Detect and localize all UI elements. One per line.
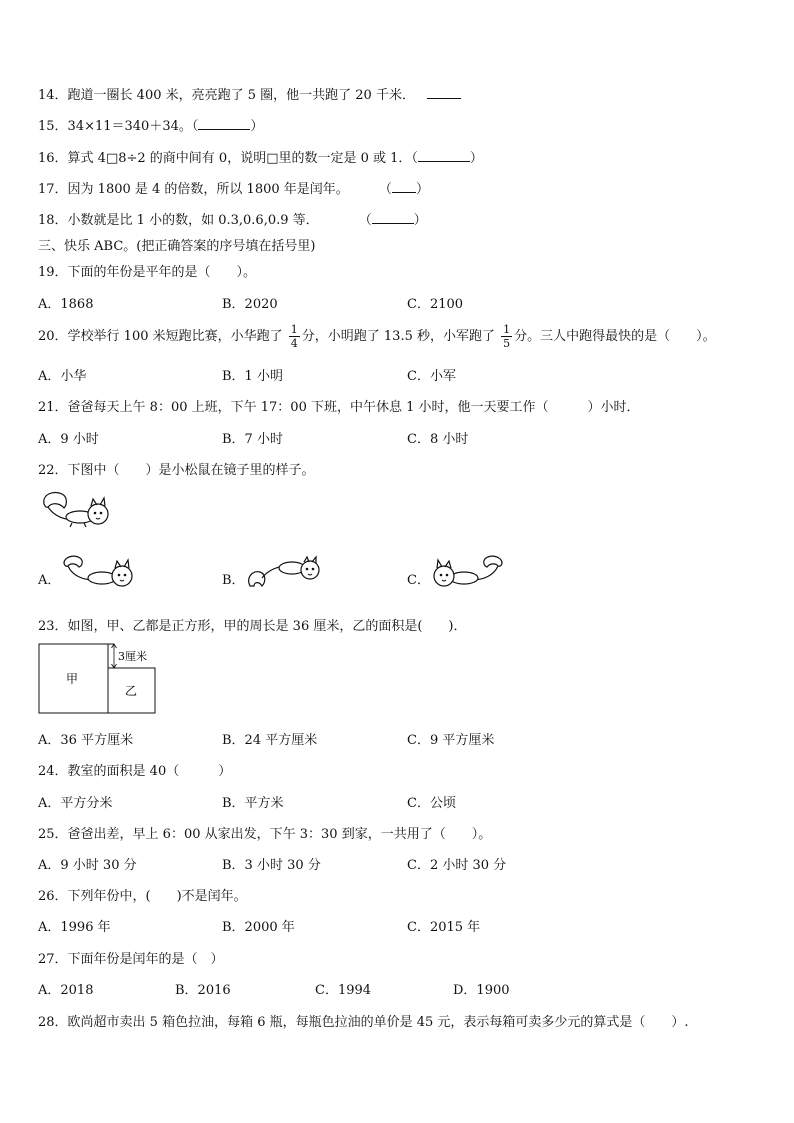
q20-option-a[interactable]: A．小华 <box>38 369 87 384</box>
answer-blank-17[interactable] <box>392 192 416 193</box>
q27-option-b[interactable]: B．2016 <box>175 983 231 998</box>
q19-option-a[interactable]: A．1868 <box>38 297 94 312</box>
q26-option-a[interactable]: A．1996 年 <box>38 920 111 935</box>
question-20-text-b: 分，小明跑了 13.5 秒，小军跑了 <box>301 329 495 344</box>
squares-figure <box>38 643 158 715</box>
question-17-open: （ <box>378 182 392 197</box>
q25-option-c[interactable]: C．2 小时 30 分 <box>407 858 507 873</box>
question-16 <box>38 147 483 166</box>
answer-blank-18[interactable] <box>372 223 414 224</box>
q19-option-b[interactable]: B．2020 <box>222 297 278 312</box>
q21-option-a[interactable]: A．9 小时 <box>38 432 99 447</box>
question-20-text-a: 20．学校举行 100 米短跑比赛，小华跑了 <box>38 329 283 344</box>
squirrel-option-c-icon[interactable] <box>430 555 506 589</box>
question-19: 19．下面的年份是平年的是（ ）。 <box>38 265 257 280</box>
question-17-text: 17．因为 1800 是 4 的倍数，所以 1800 年是闰年。 <box>38 182 349 197</box>
question-22: 22．下图中（ ）是小松鼠在镜子里的样子。 <box>38 463 315 478</box>
fraction-numerator: 1 <box>290 323 298 336</box>
fraction-numerator: 1 <box>503 323 511 336</box>
q20-option-b[interactable]: B．1 小明 <box>222 369 283 384</box>
question-17 <box>38 178 429 197</box>
answer-blank-15[interactable] <box>198 129 250 130</box>
q24-option-b[interactable]: B．平方米 <box>222 796 284 811</box>
q25-option-b[interactable]: B．3 小时 30 分 <box>222 858 321 873</box>
question-14-text: 14．跑道一圈长 400 米，亮亮跑了 5 圈，他一共跑了 20 千米． <box>38 88 415 103</box>
question-15 <box>38 115 263 134</box>
question-18-close: ） <box>413 213 427 228</box>
q22-option-b[interactable]: B． <box>222 573 245 588</box>
q22-option-c[interactable]: C． <box>407 573 430 588</box>
question-20 <box>38 318 716 356</box>
question-18-open: （ <box>358 213 372 228</box>
fraction-one-fifth <box>501 323 512 350</box>
section-heading: 三、快乐 ABC。(把正确答案的序号填在括号里) <box>38 239 316 254</box>
q27-option-a[interactable]: A．2018 <box>38 983 94 998</box>
question-14 <box>38 84 461 103</box>
fraction-denominator: 5 <box>503 337 511 350</box>
question-17-close: ） <box>415 182 429 197</box>
squirrel-option-b-icon[interactable] <box>244 556 322 592</box>
question-24: 24．教室的面积是 40（ ） <box>38 764 232 779</box>
q24-option-a[interactable]: A．平方分米 <box>38 796 113 811</box>
q23-option-b[interactable]: B．24 平方厘米 <box>222 733 318 748</box>
question-25: 25．爸爸出差，早上 6：00 从家出发，下午 3：30 到家，一共用了（ ）。 <box>38 827 492 842</box>
question-26: 26．下列年份中，( )不是闰年。 <box>38 889 247 904</box>
answer-blank-14[interactable] <box>427 98 461 99</box>
label-jia: 甲 <box>66 672 79 686</box>
question-16-text: 16．算式 4□8÷2 的商中间有 0，说明□里的数一定是 0 或 1．（ <box>38 151 418 166</box>
q21-option-c[interactable]: C．8 小时 <box>407 432 469 447</box>
question-23: 23．如图，甲、乙都是正方形，甲的周长是 36 厘米，乙的面积是( )． <box>38 619 467 634</box>
label-yi: 乙 <box>125 684 138 698</box>
q27-option-c[interactable]: C．1994 <box>315 983 372 998</box>
q23-option-c[interactable]: C．9 平方厘米 <box>407 733 495 748</box>
question-27: 27．下面年份是闰年的是（ ） <box>38 952 224 967</box>
q26-option-b[interactable]: B．2000 年 <box>222 920 295 935</box>
squirrel-option-a-icon[interactable] <box>60 555 136 589</box>
question-15-text: 15．34×11＝340＋34。（ <box>38 119 199 134</box>
question-18-text: 18．小数就是比 1 小的数，如 0.3,0.6,0.9 等． <box>38 213 319 228</box>
fraction-one-quarter <box>289 323 300 350</box>
question-15-close: ） <box>250 119 264 134</box>
q23-option-a[interactable]: A．36 平方厘米 <box>38 733 134 748</box>
dimension-label: 3厘米 <box>118 650 147 663</box>
q26-option-c[interactable]: C．2015 年 <box>407 920 481 935</box>
question-16-close: ） <box>469 151 483 166</box>
q24-option-c[interactable]: C．公顷 <box>407 796 456 811</box>
question-21: 21．爸爸每天上午 8：00 上班，下午 17：00 下班，中午休息 1 小时，他一天要工作（ ）小时． <box>38 400 640 415</box>
fraction-denominator: 4 <box>290 337 298 350</box>
squirrel-original-icon <box>40 490 112 528</box>
q21-option-b[interactable]: B．7 小时 <box>222 432 283 447</box>
answer-blank-16[interactable] <box>418 161 470 162</box>
q25-option-a[interactable]: A．9 小时 30 分 <box>38 858 137 873</box>
question-20-text-c: 分。三人中跑得最快的是（ ）。 <box>514 329 716 344</box>
question-18 <box>38 209 427 228</box>
q19-option-c[interactable]: C．2100 <box>407 297 464 312</box>
question-28: 28．欧尚超市卖出 5 箱色拉油，每箱 6 瓶，每瓶色拉油的单价是 45 元，表示每箱可卖多少元的算式是（ ）. <box>38 1015 689 1030</box>
q20-option-c[interactable]: C．小军 <box>407 369 456 384</box>
q22-option-a[interactable]: A． <box>38 573 61 588</box>
q27-option-d[interactable]: D．1900 <box>453 983 510 998</box>
